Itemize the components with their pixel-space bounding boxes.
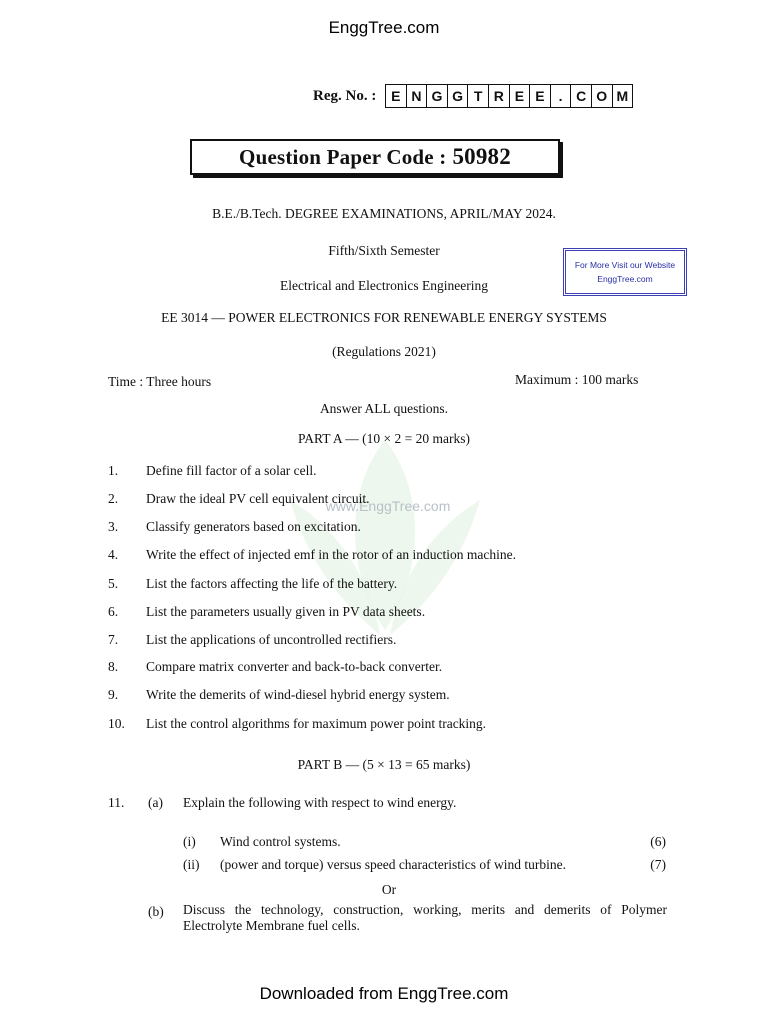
reg-no-box: R — [489, 85, 510, 107]
question-text: Write the demerits of wind-diesel hybrid energy system. — [146, 687, 450, 702]
part-a-question — [0, 716, 768, 736]
question-text: List the applications of uncontrolled rectifiers. — [146, 632, 397, 647]
question-text: Define fill factor of a solar cell. — [146, 463, 317, 478]
question-number: 7. — [108, 632, 119, 647]
question-number: 3. — [108, 519, 119, 534]
sub-marks: (6) — [650, 834, 666, 849]
question-number: 11. — [108, 795, 125, 810]
regulations: (Regulations 2021) — [332, 344, 436, 359]
question-number: 8. — [108, 659, 119, 674]
question-number: 10. — [108, 716, 125, 731]
question-text: List the parameters usually given in PV data sheets. — [146, 604, 426, 619]
instructions: Answer ALL questions. — [319, 401, 449, 416]
reg-no-box: E — [530, 85, 551, 107]
reg-no-box: E — [386, 85, 407, 107]
reg-no-box: T — [468, 85, 489, 107]
question-11a — [0, 795, 768, 815]
website-watermark-box — [563, 248, 687, 296]
sub-label: (ii) — [183, 857, 200, 872]
question-number: 5. — [108, 576, 119, 591]
exam-semester: Fifth/Sixth Semester — [328, 243, 440, 258]
part-a-question — [0, 491, 768, 511]
part-b-heading: PART B — (5 × 13 = 65 marks) — [297, 757, 471, 772]
sub-text: Wind control systems. — [220, 834, 341, 849]
paper-code-label: Question Paper Code : — [239, 144, 447, 169]
part-a-question — [0, 659, 768, 679]
part-a-question — [0, 632, 768, 652]
question-text: Write the effect of injected emf in the rotor of an induction machine. — [146, 547, 516, 562]
question-number: 9. — [108, 687, 119, 702]
reg-no-boxes — [385, 84, 633, 108]
watermark-line2: EnggTree.com — [597, 274, 653, 284]
question-11b-text: Discuss the technology, construction, working, merits and demerits of Polymer Electrolyte Membrane fuel cells. — [183, 902, 667, 933]
or-separator: Or — [381, 882, 397, 897]
part-a-question — [0, 463, 768, 483]
question-number: 2. — [108, 491, 119, 506]
reg-no-box: . — [551, 85, 572, 107]
question-11a-ii — [0, 857, 768, 877]
question-text: Explain the following with respect to wind energy. — [183, 795, 457, 810]
reg-no-label: Reg. No. : — [313, 88, 377, 104]
exam-branch: Electrical and Electronics Engineering — [279, 278, 489, 293]
reg-no-box: N — [407, 85, 428, 107]
course-title: EE 3014 — POWER ELECTRONICS FOR RENEWABLE ENERGY SYSTEMS — [161, 310, 607, 325]
option-label: (a) — [148, 795, 163, 810]
part-a-question — [0, 547, 768, 567]
site-footer: Downloaded from EnggTree.com — [259, 984, 509, 1003]
question-text: List the control algorithms for maximum power point tracking. — [146, 716, 487, 731]
exam-title: B.E./B.Tech. DEGREE EXAMINATIONS, APRIL/MAY 2024. — [212, 206, 556, 221]
reg-no-box: C — [571, 85, 592, 107]
question-text: Classify generators based on excitation. — [146, 519, 361, 534]
reg-no-box: G — [427, 85, 448, 107]
question-number: 4. — [108, 547, 119, 562]
question-text: Compare matrix converter and back-to-back converter. — [146, 659, 443, 674]
sub-text: (power and torque) versus speed characteristics of wind turbine. — [220, 857, 567, 872]
reg-no-box: E — [510, 85, 531, 107]
site-header: EnggTree.com — [328, 18, 440, 37]
part-a-question — [0, 687, 768, 707]
question-11a-i — [0, 834, 768, 854]
question-text: List the factors affecting the life of the battery. — [146, 576, 398, 591]
reg-no-box: M — [616, 88, 629, 104]
part-a-question — [0, 519, 768, 539]
watermark-line1: For More Visit our Website — [574, 260, 676, 270]
paper-code-value: 50982 — [452, 144, 511, 169]
question-paper-code — [190, 139, 560, 175]
part-a-heading: PART A — (10 × 2 = 20 marks) — [298, 431, 470, 446]
reg-no-box: G — [448, 85, 469, 107]
background-watermark-text: www.EnggTree.com — [325, 498, 451, 514]
part-a-question — [0, 604, 768, 624]
part-a-question — [0, 576, 768, 596]
maximum-marks: Maximum : 100 marks — [515, 372, 639, 387]
sub-marks: (7) — [650, 857, 666, 872]
time-allowed: Time : Three hours — [108, 374, 212, 389]
option-label: (b) — [148, 904, 164, 919]
question-number: 6. — [108, 604, 119, 619]
sub-label: (i) — [183, 834, 196, 849]
reg-no-box: O — [592, 85, 613, 107]
question-number: 1. — [108, 463, 119, 478]
question-text: Draw the ideal PV cell equivalent circuit. — [146, 491, 370, 506]
